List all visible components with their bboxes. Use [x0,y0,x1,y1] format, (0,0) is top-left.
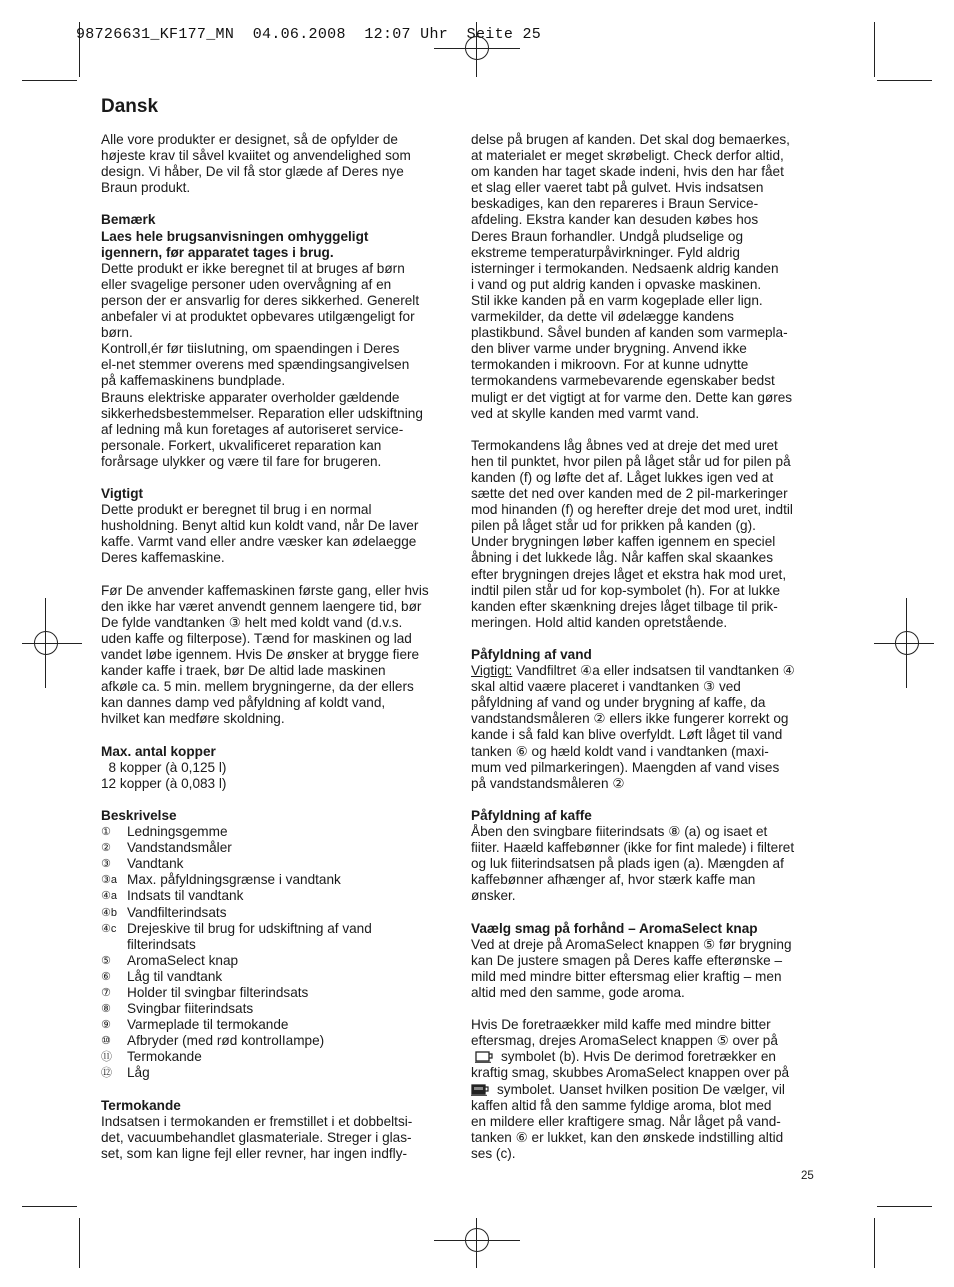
text-line: Stil ikke kanden på en varm kogeplade eller lign. [471,292,763,308]
text-line: at materialet er meget skrøbeligt. Check derfor altid, [471,148,784,164]
water-paragraph [471,679,816,792]
item-label: Låg til vandtank [127,968,223,984]
text-line: Deres Braun forhandler. Undgå pludselige og [471,228,744,244]
text-line: set, som kan ligne fejl eller revner, har ingen indfly- [101,1145,408,1161]
item-label: Ledningsgemme [127,824,228,840]
item-number: ⑫ [101,1067,112,1080]
text-line: el-net stemmer overens med spændingsangivelsen [101,357,410,373]
section-heading-termokande: Termokande [101,1097,181,1113]
item-label: Termokande [127,1049,202,1065]
crop-mark-bottom-left-v [79,1218,80,1268]
text-line: sikkerhedsbestemmelser. Reparation eller udskiftning [101,405,423,421]
text-line: person der er ansvarlig for deres sikkerhed. Generelt [101,292,420,308]
text-line: i vand og put aldrig kanden i opvaske maskinen. [471,276,762,292]
item-label: Afbryder (med rød kontrolIampe) [127,1033,325,1049]
text-line: vandstandsmåleren ② ellers ikke fungerer korrekt og [471,711,789,727]
section-heading-coffee: Påfyldning af kaffe [471,807,592,823]
bold-line: igennern, før apparatet tages i brug. [101,244,334,260]
text-line: højeste krav til såvel kvaiitet og anvendelighed som [101,148,411,164]
crop-mark-top-right-v [874,22,875,77]
text-line: ønsker. [471,888,516,904]
text-line: Ved at dreje på AromaSelect knappen ⑤ før brygning [471,936,792,952]
text-line: husholdning. Benyt altid kun koldt vand, når De laver [101,518,419,534]
text-line: på vandstandsmåleren ② [471,775,625,791]
text-line: ved at skylle kanden med varmt vand. [471,405,700,421]
text-line: en mildere eller kraftigere smag. Når låget på vand- [471,1113,781,1129]
text-line: Indsatsen i termokanden er fremstillet i et dobbeltsi- [101,1113,413,1129]
text-line: termokandens varmebevarende egenskaber bedst [471,373,775,389]
text-line: mod hinanden (f) og herefter dreje det mod uret, indtil [471,502,793,518]
list-item [101,921,446,937]
text-line: 8 kopper (à 0,125 l) [101,759,227,775]
parts-list [101,824,446,1082]
text-line: efter brygningen drejes låget et ekstra hak mod uret, [471,566,787,582]
aromaselect-paragraph [471,937,816,1001]
intro-paragraph [101,132,446,196]
text-line: kanden efter skænkning drejes låget tilbage til prik- [471,598,778,614]
item-number: ④b [101,906,117,919]
coffee-paragraph [471,824,816,904]
list-item [101,1033,446,1049]
bemaerk-paragraph [101,261,446,470]
text-line: mum ved pilmarkeringen). Maengden af vand vises [471,759,780,775]
text-line: børn. [101,325,133,341]
text-line: tanken ⑥ er lukket, kan den ønskede indstilling altid [471,1129,784,1145]
text-span: symbolet (b). Hvis De derimod foretrækker en [501,1049,776,1065]
text-line: sætte det ned over kanden med de 2 pil-markeringer [471,486,788,502]
text-line [471,663,816,679]
text-line: Deres kaffemaskine. [101,550,225,566]
item-number: ⑥ [101,970,111,983]
text-line: Dette produkt er beregnet til brug i en normal [101,502,372,518]
text-line: åbning i det lukkede låg. Når kaffen skal skaankes [471,550,774,566]
text-line [471,1082,816,1098]
text-line: fiiter. Haæld kaffebønner (ikke for fint malede) i filteret [471,840,795,856]
text-line: termokanden i mikroovn. For at kunne udnytte [471,357,749,373]
bold-line: Laes hele brugsanvisningen omhyggeligt [101,228,369,244]
text-line: det, vacuumbehandlet glasmateriale. Streger i glas- [101,1129,412,1145]
text-line: på kaffemaskinens bundplade. [101,373,286,389]
list-item [101,953,446,969]
text-span: symbolet. Uanset hvilken position De vælger, vil [497,1081,785,1097]
item-label: Max. påfyldningsgrænse i vandtank [127,872,341,888]
item-label: Låg [127,1065,150,1081]
text-line: plastikbund. Såvel bunden af kanden som varmepla- [471,325,788,341]
registration-line-left-h [22,643,82,644]
vigtigt-paragraph [101,502,446,566]
text-line: muligt er det vigtigt at for varme den. Dette kan gøres [471,389,793,405]
text-line: Brauns elektriske apparater overholder gældende [101,389,400,405]
text-line: kan dannes damp ved påfyldning af koldt vand, [101,695,386,711]
text-line: beskadiges, kan den repareres i Braun Service- [471,196,759,212]
text-line: kander kaffe i traek, bør De altid lade maskinen [101,663,386,679]
important-label: Vigtigt: [471,663,513,679]
text-line: ses (c). [471,1145,516,1161]
text-line [471,1049,816,1065]
section-heading-bemaerk: Bemærk [101,212,156,228]
item-number: ③ [101,858,111,871]
text-line: delse på brugen af kanden. Det skal dog bemaerkes, [471,132,790,147]
text-line: isterninger i termokanden. Nedsaenk aldrig kanden [471,260,779,276]
registration-line-top-h [434,48,520,49]
section-heading-water: Påfyldning af vand [471,647,592,662]
list-item [101,1065,446,1081]
section-heading-beskrivelse: Beskrivelse [101,807,177,823]
item-label: Drejeskive til brug for udskiftning af vand [127,920,372,936]
text-line: meringen. Hold altid kanden opretstående. [471,614,728,630]
list-item [101,1049,446,1065]
text-line: Kontroll,ér før tiisIutning, om spaendingen i Deres [101,341,400,357]
text-line: kaffe. Varmt vand eller andre væsker kan ødelaegge [101,534,417,550]
registration-line-right-h [874,643,934,644]
list-item [101,824,446,840]
item-label: Varmeplade til termokande [127,1017,289,1033]
termokande-continued-paragraph [471,132,816,422]
list-item [101,840,446,856]
text-line: Dette produkt er ikke beregnet til at bruges af børn [101,260,405,276]
section-heading-aromaselect: Vaælg smag på forhånd – AromaSelect knap [471,920,758,936]
text-line: altid med den samme, gode aroma. [471,984,685,1000]
page-title: Dansk [101,96,159,117]
text-line: Hvis De foretraækker mild kaffe med mindre bitter [471,1017,771,1033]
text-line: afkøle ca. 5 min. mellem brygningerne, da der ellers [101,679,414,695]
text-line: om kanden har taget skade indeni, hvis den har fået [471,164,784,180]
crop-mark-bottom-left-h [22,1206,77,1207]
item-number: ④a [101,890,117,903]
item-number: ① [101,826,111,839]
list-item [101,1001,446,1017]
text-line: kan De justere smagen på Deres kaffe efterønske – [471,952,783,968]
text-line: varmekilder, da dette vil ødelægge kandens [471,309,734,325]
text-line: vandet løbe igennem. Hvis De ønsker at brygge fiere [101,647,420,662]
text-line: eller svagelige personer uden overvågning af en [101,276,392,292]
registration-line-bottom-v [476,1218,477,1268]
item-label: Vandfilterindsats [127,904,227,920]
text-line: et slag eller vaeret tabt på gulvet. Hvis indsatsen [471,180,764,196]
text-span: Vandfiltret ④a eller indsatsen til vandtanken ④ [512,663,795,679]
text-line: hvilket kan medføre skoldning. [101,711,285,727]
item-number: ⑨ [101,1019,111,1032]
text-line: personale. Forkert, ukvalificeret reparation kan [101,437,382,453]
item-label: Svingbar fiiterindsats [127,1001,254,1017]
termokande-paragraph [101,1114,446,1162]
text-line: indtil pilen står ud for kop-symbolet (h). For at lukke [471,582,781,598]
crop-mark-top-right-h [877,80,932,81]
item-label: Vandtank [127,856,184,872]
mild-strong-paragraph [471,1017,816,1162]
text-line: kanden (f) og løfte det af. Låget lukkes igen ved at [471,469,774,485]
lid-paragraph [471,438,816,631]
text-line: den ikke har været anvendt gennem laengere tid, bør [101,598,422,614]
item-number: ④c [101,922,117,935]
section-heading-max-cups: Max. antal kopper [101,743,216,759]
text-line: og luk fiiterindsatsen på plads igen (a). Mængden af [471,856,784,872]
text-line: kande i så fald kan blive overfyldt. Løft låget til vand [471,727,783,743]
item-label: Indsats til vandtank [127,888,244,904]
item-number: ⑪ [101,1051,112,1064]
text-line: 12 kopper (à 0,083 l) [101,775,227,791]
right-column [471,132,816,1162]
item-number: ③a [101,874,117,887]
text-line: uden kaffe og filterpose). Tænd for maskinen og lad [101,630,412,646]
first-use-paragraph [101,583,446,728]
item-number [101,937,127,953]
text-line: hen til punktet, hvor pilen på låget står ud for pilen på [471,453,791,469]
text-line: design. Vi håber, De vil få stor glæde af Deres nye [101,164,404,180]
item-number: ② [101,842,111,855]
list-item [101,856,446,872]
item-number: ⑧ [101,1003,111,1016]
text-line: påfyldning af vand og under brygning af kaffe, da [471,695,766,711]
list-item [101,872,446,888]
crop-mark-bottom-right-v [874,1218,875,1268]
section-heading-vigtigt: Vigtigt [101,486,144,502]
text-line: ekstreme temperaturpåvirkninger. Fyld aldrig [471,244,740,260]
item-label: Vandstandsmåler [127,840,232,856]
text-line: Før De anvender kaffemaskinen første gang, eller hvis [101,582,429,598]
crop-mark-bottom-right-h [877,1206,932,1207]
list-item [101,969,446,985]
text-line: eftersmag, drejes AromaSelect knappen ⑤ over på [471,1033,778,1049]
registration-line-bottom-h [434,1240,520,1241]
text-line: forårsage ulykker og være til fare for brugeren. [101,453,382,469]
list-item [101,937,446,953]
text-line: anbefaler vi at produktet opbevares utilgængeligt for [101,309,415,325]
item-label: filterindsats [127,936,196,952]
item-label: AromaSelect knap [127,952,239,968]
text-line: Alle vore produkter er designet, så de opfylder de [101,132,398,147]
text-line: af ledning må kun foretages af autoriseret service- [101,421,404,437]
page-number: 25 [801,1170,814,1182]
text-line: skal altid vaære placeret i vandtanken ③ ved [471,679,741,695]
item-label: Holder til svingbar filterindsats [127,984,309,1000]
print-slug: 98726631_KF177_MN 04.06.2008 12:07 Uhr Seite 25 [76,26,542,43]
list-item [101,888,446,904]
item-number: ⑩ [101,1035,111,1048]
list-item [101,1017,446,1033]
text-line: Åben den svingbare fiiterindsats ⑧ (a) og isaet et [471,824,768,840]
list-item [101,905,446,921]
text-line: pilen på låget står ud for prikken på kanden (g). [471,518,756,534]
item-number: ⑤ [101,954,111,967]
text-line: afdeling. Ekstra kander kan desuden købes hos [471,212,759,228]
text-line: kraftig smag, skubbes AromaSelect knappen over på [471,1065,790,1081]
list-item [101,985,446,1001]
left-column [101,132,446,1162]
text-line: Braun produkt. [101,180,191,196]
text-line: mild med mindre bitter eftersmag elier kraftig – men [471,968,782,984]
crop-mark-top-left-h [22,80,77,81]
text-line: tanken ⑥ og hæld koldt vand i vandtanken (maxi- [471,743,769,759]
text-line: kaffen altid få den samme fyldige aroma, blot med [471,1097,772,1113]
text-line: den bliver varme under brygning. Anvend ikke [471,341,747,357]
text-line: kaffebønner afhænger af, hvor stærk kaffe man [471,872,756,888]
text-line: Termokandens låg åbnes ved at dreje det med uret [471,437,778,453]
item-number: ⑦ [101,986,111,999]
text-line: De fylde vandtanken ③ helt med koldt vand (d.v.s. [101,614,403,630]
text-line: Under brygningen løber kaffen igennem en speciel [471,534,776,550]
